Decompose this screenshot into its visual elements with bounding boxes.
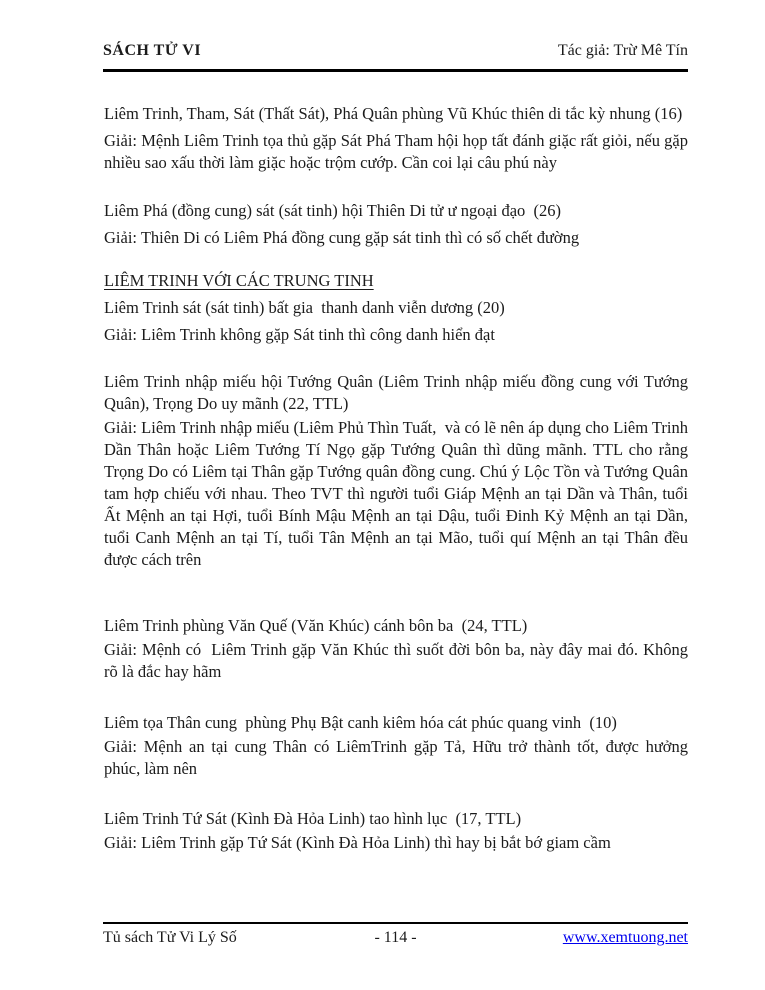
verse-paragraph: Liêm Trinh sát (sát tinh) bất gia thanh danh viễn dương (20): [104, 298, 505, 317]
explanation-paragraph: Giải: Liêm Trinh nhập miếu (Liêm Phủ Thìn Tuất, và có lẽ nên áp dụng cho Liêm Trinh Dần Thân hoặc Liêm Tướng Tí Ngọ gặp Tướng Quân thì dũng mãnh. TTL cho rằng Trọng Do có Liêm tại Thân gặp Tướng quân đồng cung. Chú ý Lộc Tồn và Tướng Quân tam hợp chiếu với nhau. Theo TVT thì người tuổi Giáp Mệnh an tại Dần và Thân, tuổi Ất Mệnh an tại Hợi, tuổi Bính Mậu Mệnh an tại Dậu, tuổi Đinh Kỷ Mệnh an tại Dần, tuổi Canh Mệnh an tại Tí, tuổi Tân Mệnh an tại Mão, tuổi quí Mệnh an tại Thân đều được cách trên: [104, 418, 693, 569]
author-credit: Tác giả: Trừ Mê Tín: [557, 42, 688, 59]
explanation-paragraph: Giải: Liêm Trinh không gặp Sát tinh thì công danh hiển đạt: [104, 325, 495, 344]
verse-paragraph: Liêm Trinh, Tham, Sát (Thất Sát), Phá Quân phùng Vũ Khúc thiên di tắc kỳ nhung (16): [104, 104, 683, 123]
explanation-paragraph: Giải: Mệnh an tại cung Thân có LiêmTrinh gặp Tả, Hữu trở thành tốt, được hưởng phúc, làm nên: [104, 737, 693, 778]
section-heading: LIÊM TRINH VỚI CÁC TRUNG TINH: [104, 271, 374, 290]
explanation-paragraph: Giải: Mệnh Liêm Trinh tọa thủ gặp Sát Phá Tham hội họp tất đánh giặc rất giỏi, nếu gặp nhiều sao xấu thời làm giặc hoặc trộm cướp. Cần coi lại câu phú này: [104, 131, 693, 172]
footer-series-title: Tủ sách Tử Vi Lý Số: [103, 929, 237, 946]
explanation-paragraph: Giải: Thiên Di có Liêm Phá đồng cung gặp sát tinh thì có số chết đường: [104, 228, 580, 247]
explanation-paragraph: Giải: Mệnh có Liêm Trinh gặp Văn Khúc thì suốt đời bôn ba, này đây mai đó. Không rõ là đắc hay hãm: [104, 640, 693, 681]
verse-paragraph: Liêm Trinh nhập miếu hội Tướng Quân (Liêm Trinh nhập miếu đồng cung với Tướng Quân), Trọng Do uy mãnh (22, TTL): [104, 372, 693, 413]
verse-paragraph: Liêm Trinh phùng Văn Quế (Văn Khúc) cánh bôn ba (24, TTL): [104, 616, 528, 635]
explanation-paragraph: Giải: Liêm Trinh gặp Tứ Sát (Kình Đà Hỏa Linh) thì hay bị bắt bớ giam cầm: [104, 833, 611, 852]
page-footer: [103, 929, 688, 947]
website-link[interactable]: www.xemtuong.net: [562, 929, 688, 946]
page-number: - 114 -: [374, 929, 417, 946]
footer-divider: [103, 922, 688, 924]
page-content: [104, 103, 693, 854]
page-header: [103, 42, 688, 60]
verse-paragraph: Liêm tọa Thân cung phùng Phụ Bật canh kiêm hóa cát phúc quang vinh (10): [104, 713, 617, 732]
header-divider: [103, 69, 688, 72]
book-title: SÁCH TỬ VI: [103, 42, 202, 59]
verse-paragraph: Liêm Trinh Tứ Sát (Kình Đà Hỏa Linh) tao hình lục (17, TTL): [104, 809, 522, 828]
verse-paragraph: Liêm Phá (đồng cung) sát (sát tinh) hội Thiên Di tử ư ngoại đạo (26): [104, 201, 562, 220]
